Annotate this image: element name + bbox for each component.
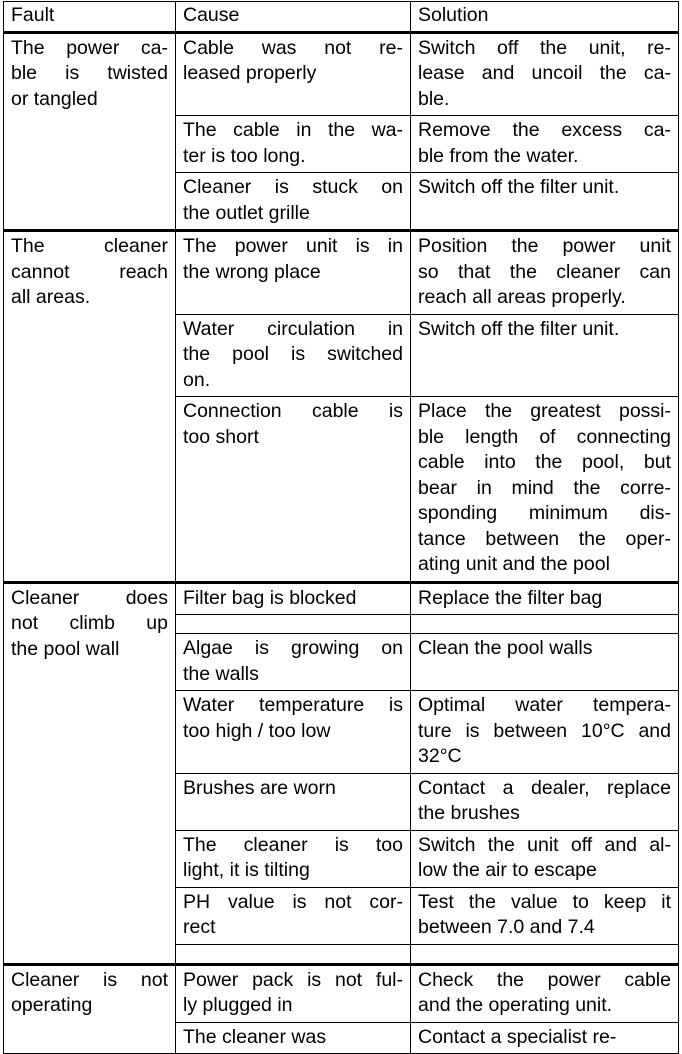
table-row (4, 964, 679, 1022)
text-line: Power pack is not ful- (183, 968, 403, 991)
text-line: Cleaner does (11, 586, 168, 609)
cause-cell (176, 397, 411, 583)
cause-cell (176, 964, 411, 1022)
text-line: too high / too low (183, 719, 331, 742)
header-row (4, 2, 679, 33)
text-line: the wrong place (183, 260, 321, 283)
text-line: ly plugged in (183, 994, 293, 1016)
text-line: The power unit is in (183, 235, 403, 257)
text-line: The cleaner is too (183, 833, 403, 856)
solution-cell (411, 397, 679, 583)
text-line: Cleaner is stuck on (183, 176, 403, 198)
solution-cell (411, 830, 679, 887)
text-line: Algae is growing on (183, 637, 403, 659)
table-row (4, 231, 679, 315)
text-line: ble length of connecting (418, 425, 671, 448)
text-line: on. (183, 368, 211, 391)
solution-cell (411, 173, 679, 231)
text-line: Connection cable is (183, 400, 403, 422)
text-line: ble from the water. (418, 144, 579, 167)
empty-cause-cell (176, 615, 411, 634)
text-line: not climb up (11, 612, 168, 634)
text-line: Test the value to keep it (418, 890, 671, 913)
text-line: Brushes are worn (183, 776, 336, 799)
text-line: or tangled (11, 87, 98, 110)
column-header-solution: Solution (411, 2, 679, 33)
text-line: Switch off the filter unit. (418, 176, 620, 198)
text-line: Filter bag is blocked (183, 586, 357, 609)
text-line: The cable in the wa- (183, 119, 403, 141)
text-line: lease and uncoil the ca- (418, 62, 671, 84)
text-line: cable into the pool, but (418, 451, 671, 473)
text-line: 32°C (418, 745, 462, 767)
text-line: Contact a dealer, replace (418, 776, 671, 799)
text-line: Remove the excess ca- (418, 119, 671, 141)
text-line: operating (11, 994, 93, 1016)
troubleshooting-table (3, 1, 679, 1054)
solution-cell (411, 582, 679, 615)
cause-cell (176, 887, 411, 944)
text-line: Switch off the unit, re- (418, 36, 671, 59)
text-line: Water circulation in (183, 317, 403, 340)
solution-cell (411, 314, 679, 397)
cause-cell (176, 830, 411, 887)
text-line: the pool is switched (183, 343, 403, 365)
text-line: leased properly (183, 62, 317, 84)
text-line: ble. (418, 87, 450, 110)
text-line: tance between the oper- (418, 527, 671, 550)
text-line: Switch off the filter unit. (418, 317, 620, 340)
text-line: Water temperature is (183, 694, 403, 716)
text-line: Clean the pool walls (418, 637, 593, 659)
fault-cell (4, 231, 176, 583)
text-line: Check the power cable (418, 968, 671, 991)
column-header-fault: Fault (4, 2, 176, 33)
text-line: Contact a specialist re- (418, 1025, 617, 1048)
solution-cell (411, 32, 679, 116)
text-line: rect (183, 916, 216, 938)
table-row (4, 582, 679, 615)
text-line: and the operating unit. (418, 994, 613, 1016)
solution-cell (411, 116, 679, 173)
text-line: Optimal water tempera- (418, 694, 671, 716)
cause-cell (176, 1022, 411, 1054)
empty-solution-cell (411, 944, 679, 964)
text-line: Switch the unit off and al- (418, 833, 671, 856)
text-line: The cleaner was (183, 1025, 327, 1048)
solution-cell (411, 691, 679, 774)
table-body (4, 32, 679, 1054)
fault-cell (4, 32, 176, 231)
text-line: PH value is not cor- (183, 890, 403, 913)
text-line: low the air to escape (418, 859, 597, 881)
cause-cell (176, 582, 411, 615)
text-line: Replace the filter bag (418, 586, 603, 609)
text-line: too short (183, 425, 259, 448)
text-line: sponding minimum dis- (418, 502, 671, 524)
solution-cell (411, 887, 679, 944)
fault-cell (4, 964, 176, 1054)
empty-solution-cell (411, 615, 679, 634)
cause-cell (176, 116, 411, 173)
text-line: Cable was not re- (183, 36, 403, 59)
text-line: all areas. (11, 286, 91, 308)
table-header (4, 2, 679, 33)
solution-cell (411, 1022, 679, 1054)
text-line: Place the greatest possi- (418, 400, 671, 422)
table-row (4, 32, 679, 116)
cause-cell (176, 634, 411, 691)
fault-cell (4, 582, 176, 964)
text-line: The power ca- (11, 36, 168, 59)
text-line: reach all areas properly. (418, 286, 626, 308)
text-line: between 7.0 and 7.4 (418, 916, 595, 938)
cause-cell (176, 173, 411, 231)
text-line: the outlet grille (183, 201, 310, 224)
text-line: so that the cleaner can (418, 260, 671, 283)
text-line: bear in mind the corre- (418, 476, 671, 499)
solution-cell (411, 773, 679, 830)
text-line: ating unit and the pool (418, 553, 610, 575)
text-line: Position the power unit (418, 235, 671, 257)
solution-cell (411, 964, 679, 1022)
text-line: the pool wall (11, 637, 120, 660)
cause-cell (176, 231, 411, 315)
empty-cause-cell (176, 944, 411, 964)
cause-cell (176, 314, 411, 397)
text-line: the brushes (418, 802, 520, 824)
text-line: ter is too long. (183, 144, 306, 167)
solution-cell (411, 634, 679, 691)
cause-cell (176, 32, 411, 116)
column-header-cause: Cause (176, 2, 411, 33)
text-line: The cleaner (11, 235, 168, 257)
cause-cell (176, 773, 411, 830)
text-line: Cleaner is not (11, 968, 168, 991)
text-line: the walls (183, 662, 259, 685)
solution-cell (411, 231, 679, 315)
text-line: cannot reach (11, 260, 168, 283)
text-line: light, it is tilting (183, 859, 310, 881)
text-line: ture is between 10°C and (418, 719, 671, 742)
text-line: ble is twisted (11, 62, 168, 84)
cause-cell (176, 691, 411, 774)
